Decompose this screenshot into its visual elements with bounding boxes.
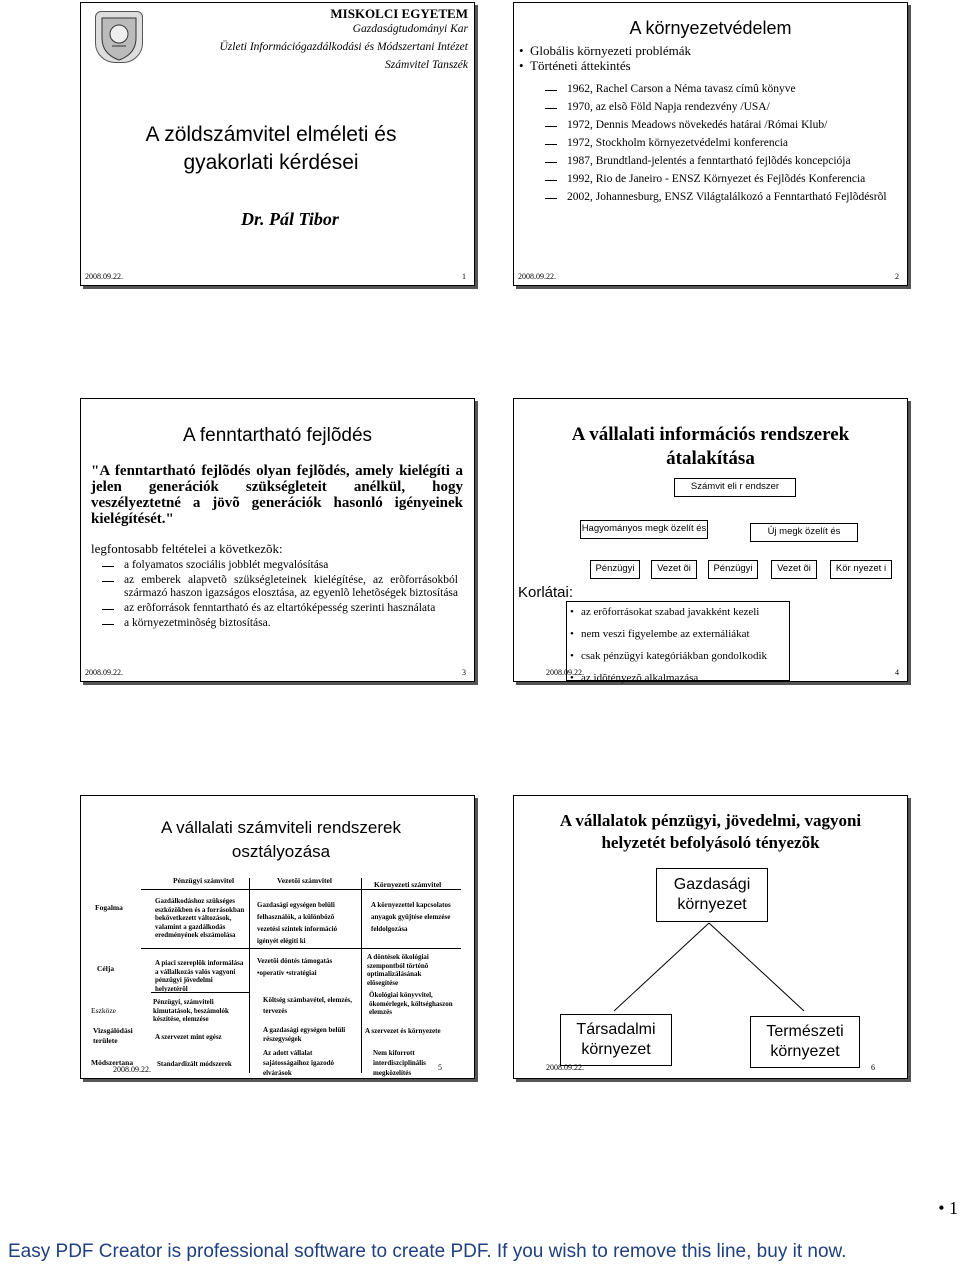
accounting-system-box: Számvit eli r endszer [674, 478, 796, 497]
definition-quote: "A fenntartható fejlõdés olyan fejlõdés, amely kielégíti a jelen generációk szükségleteit anélkül, hogy veszélyeztetné a jövõ generációk hasonló igényeinek kielégítését." [91, 463, 463, 527]
university-name: MISKOLCI EGYETEM [330, 6, 468, 21]
row-header: Vizsgálódási területe [93, 1026, 133, 1045]
limitation-item: • az erõforrásokat szabad javakként kezeli [567, 605, 789, 619]
slide-number: 3 [462, 668, 466, 677]
table-cell: Nem kiforrott interdiszciplinális megközelítés [373, 1049, 426, 1077]
limitation-item: • csak pénzügyi kategóriákban gondolkodik [567, 649, 789, 663]
conditions-list [96, 559, 458, 632]
slide-number: 1 [462, 272, 466, 281]
department-name: Számvitel Tanszék [385, 59, 468, 71]
row-header: Módszertana [91, 1058, 134, 1067]
row-header: Eszköze [91, 1006, 116, 1015]
table-cell: A környezettel kapcsolatos anyagok gyûjtése elemzése feldolgozása [371, 901, 451, 933]
slide-title: A fenntartható fejlõdés [182, 425, 373, 446]
slide-2 [513, 2, 908, 286]
traditional-approach-box: Hagyományos megk özelít és [580, 520, 708, 539]
table-cell: Gazdasági egységen belüli felhasználók, a különbözõ vezetési szintek információ igényét elégíti ki [257, 901, 338, 945]
new-approach-box: Új megk özelít és [750, 523, 858, 542]
financial-box: Pénzügyi [708, 560, 758, 579]
limitations-box [566, 601, 790, 684]
table-cell: Ökológiai könyvvitel, ökomérlegek, költséghaszon elemzés [369, 991, 453, 1016]
social-environment-box: Társadalmi környezet [560, 1014, 672, 1066]
slide-1 [80, 2, 475, 286]
university-crest [95, 11, 143, 63]
table-cell: A szervezet és környezete [365, 1027, 441, 1035]
slide-3 [80, 398, 475, 682]
slide-title: A vállalati számviteli rendszerek osztályozása [161, 818, 401, 861]
history-item: 1992, Rio de Janeiro - ENSZ Környezet és Fejlõdés Konferencia [539, 173, 889, 186]
table-cell: A piaci szereplõk informálása a vállalkozás valós vagyoni pénzügyi jövedelmi helyzetérõl [155, 959, 244, 993]
bullet-item: • Globális környezeti problémák [516, 43, 896, 58]
pdf-creator-footer: Easy PDF Creator is professional software to create PDF. If you wish to remove this line, buy it now. [8, 1241, 847, 1262]
economic-environment-box: Gazdasági környezet [656, 868, 768, 922]
column-header: Vezetõi számvitel [277, 876, 332, 885]
table-cell: A döntések ökológiai szempontból történõ optimalizálásának elõsegítése [367, 953, 429, 987]
slide-4 [513, 398, 908, 682]
table-cell: Az adott vállalat sajátosságaihoz igazodó elvárások [263, 1049, 334, 1077]
history-item: 1962, Rachel Carson a Néma tavasz címû könyve [539, 83, 889, 96]
main-bullets [516, 43, 896, 73]
slide-date: 2008.09.22. [85, 272, 123, 281]
slide-number: 6 [871, 1063, 875, 1072]
table-cell: Pénzügyi, számviteli kimutatások, beszámolók készítése, elemzése [153, 998, 229, 1023]
slide-number: 4 [895, 668, 899, 677]
slide-6 [513, 795, 908, 1079]
history-item: 1972, Dennis Meadows növekedés határai /Római Klub/ [539, 119, 889, 132]
slide-title: A környezetvédelem [629, 18, 792, 38]
history-item: 1972, Stockholm környezetvédelmi konferencia [539, 137, 889, 150]
slide-number: 2 [895, 272, 899, 281]
history-item: 2002, Johannesburg, ENSZ Világtalálkozó a Fenntartható Fejlõdésrõl [539, 191, 889, 204]
financial-box: Pénzügyi [590, 560, 640, 579]
author: Dr. Pál Tibor [241, 209, 339, 229]
row-header: Célja [97, 964, 115, 973]
history-item: 1970, az elsõ Föld Napja rendezvény /USA/ [539, 101, 889, 114]
row-header: Fogalma [95, 903, 123, 912]
managerial-box: Vezet õi [651, 560, 697, 579]
institute-name: Üzleti Információgazdálkodási és Módszertani Intézet [219, 41, 468, 53]
table-cell: A gazdasági egységen belüli részegységek [263, 1026, 346, 1043]
history-item: 1987, Brundtland-jelentés a fenntartható fejlõdés koncepciója [539, 155, 889, 168]
managerial-box: Vezet õi [771, 560, 817, 579]
environmental-box: Kör nyezet i [830, 560, 892, 579]
history-list [539, 83, 889, 209]
slide-date: 2008.09.22. [85, 668, 123, 677]
table-cell: Vezetõi döntés támogatás •operatív •stratégiai [257, 957, 333, 977]
slide-number: 5 [438, 1063, 442, 1072]
condition-item: az erõforrások fenntartható és az eltartóképesség szerinti használata [96, 602, 458, 615]
slide-title: A vállalatok pénzügyi, jövedelmi, vagyoni helyzetét befolyásoló tényezõk [559, 811, 862, 852]
column-header: Pénzügyi számvitel [173, 876, 235, 885]
natural-environment-box: Természeti környezet [750, 1016, 860, 1068]
condition-item: a környezetminõség biztosítása. [96, 617, 458, 630]
limitation-item: • nem veszi figyelembe az externáliákat [567, 627, 789, 641]
table-cell: Standardizált módszerek [157, 1060, 232, 1068]
table-cell: A szervezet mint egész [155, 1033, 222, 1041]
condition-item: az emberek alapvetõ szükségleteinek kielégítése, az erõforrásokból származó haszon igazságos elosztása, az egyenlõ lehetõségek biztosítása [96, 574, 458, 600]
slide-date: 2008.09.22. [518, 272, 556, 281]
table-cell: Gazdálkodáshoz szükséges eszközökben és a forrásokban bekövetkezett változások, valamint a gazdálkodás eredményének elszámolása [155, 897, 245, 939]
slide-5 [80, 795, 475, 1079]
bullet-item: • Történeti áttekintés [516, 58, 896, 73]
limitation-item: • az idõtényezõ alkalmazása [567, 671, 789, 685]
conditions-intro: legfontosabb feltételei a következõk: [91, 541, 283, 556]
slide-date: 2008.09.22. [113, 1065, 151, 1074]
faculty-name: Gazdaságtudományi Kar [352, 23, 468, 35]
slide-title: A zöldszámvitel elméleti és gyakorlati kérdései [145, 123, 397, 174]
table-cell: Költség számbavétel, elemzés, tervezés [263, 996, 353, 1015]
page-number: • 1 [938, 1198, 958, 1218]
column-header: Környezeti számvitel [374, 880, 442, 889]
slide-date: 2008.09.22. [546, 1063, 584, 1072]
slide-date: 2008.09.22. [546, 668, 584, 677]
condition-item: a folyamatos szociális jobblét megvalósítása [96, 559, 458, 572]
limitations-label: Korlátai: [518, 584, 574, 601]
slide-title: A vállalati információs rendszerek átalakítása [571, 424, 850, 469]
